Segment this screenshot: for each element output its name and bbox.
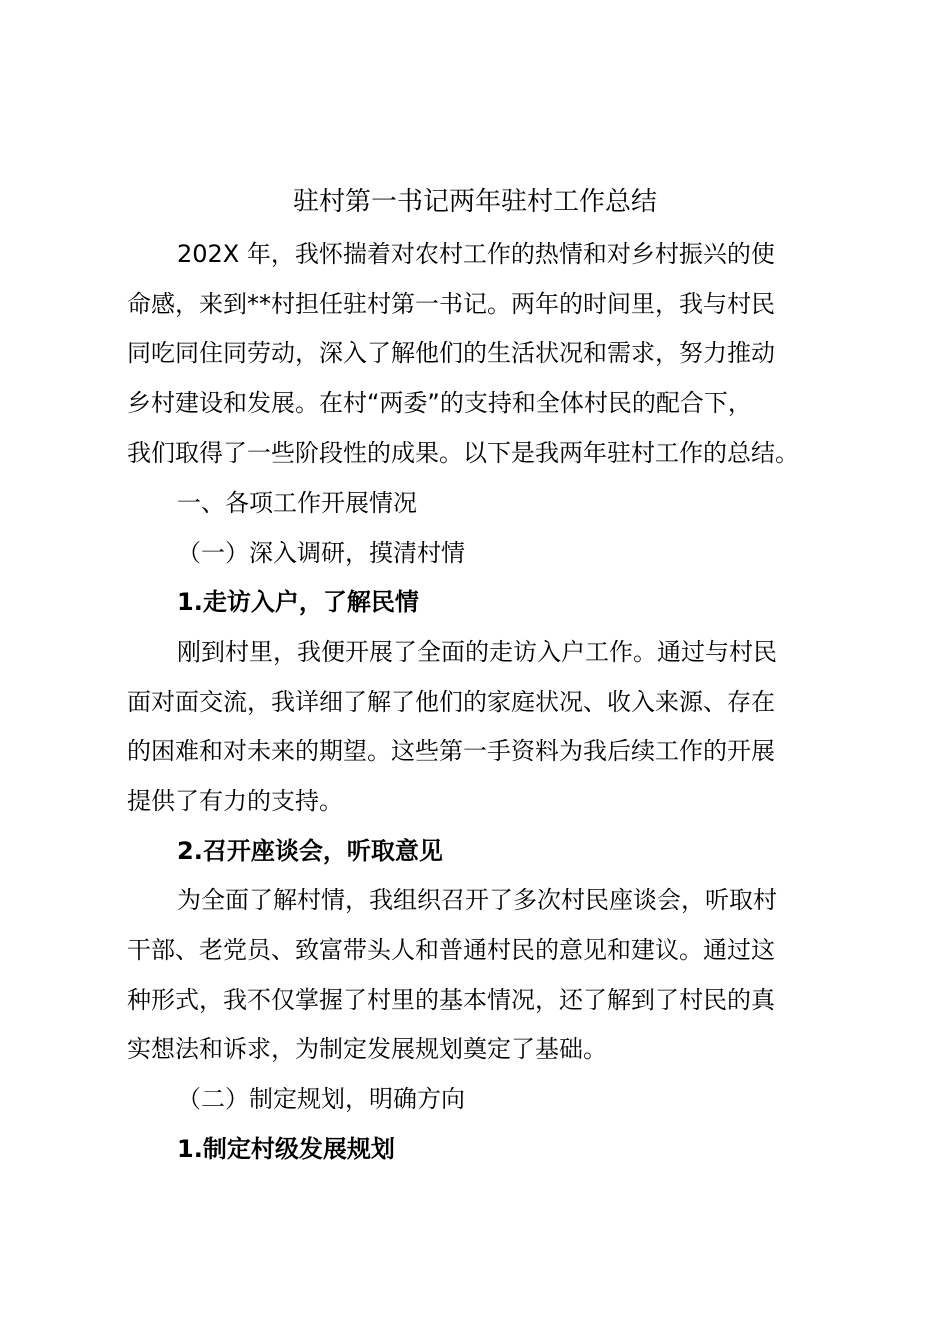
intro-line-4: 乡村建设和发展。在村“两委”的支持和全体村民的配合下， bbox=[127, 389, 752, 417]
item-2-body-line-2: 干部、老党员、致富带头人和普通村民的意见和建议。通过这 bbox=[127, 936, 775, 964]
intro-line-3: 同吃同住同劳动，深入了解他们的生活状况和需求，努力推动 bbox=[127, 339, 775, 367]
item-2-body-line-3: 种形式，我不仅掌握了村里的基本情况，还了解到了村民的真 bbox=[127, 986, 775, 1014]
section-1-heading: 一、各项工作开展情况 bbox=[177, 489, 417, 517]
item-2-body-line-4: 实想法和诉求，为制定发展规划奠定了基础。 bbox=[127, 1035, 607, 1063]
item-1-heading: 1.走访入户，了解民情 bbox=[177, 588, 419, 616]
intro-line-5: 我们取得了一些阶段性的成果。以下是我两年驻村工作的总结。 bbox=[127, 439, 799, 467]
intro-line-2: 命感，来到**村担任驻村第一书记。两年的时间里，我与村民 bbox=[127, 290, 775, 318]
item-3-heading: 1.制定村级发展规划 bbox=[177, 1135, 395, 1163]
subsection-1-heading: （一）深入调研，摸清村情 bbox=[177, 539, 465, 567]
item-1-body-line-4: 提供了有力的支持。 bbox=[127, 787, 343, 815]
item-1-body-line-1: 刚到村里，我便开展了全面的走访入户工作。通过与村民 bbox=[177, 638, 777, 666]
document-title: 驻村第一书记两年驻村工作总结 bbox=[292, 187, 657, 217]
subsection-2-heading: （二）制定规划，明确方向 bbox=[177, 1085, 465, 1113]
item-1-body-line-2: 面对面交流，我详细了解了他们的家庭状况、收入来源、存在 bbox=[127, 688, 775, 716]
intro-line-1: 202X 年，我怀揣着对农村工作的热情和对乡村振兴的使 bbox=[177, 240, 775, 268]
item-1-body-line-3: 的困难和对未来的期望。这些第一手资料为我后续工作的开展 bbox=[127, 737, 775, 765]
item-2-body-line-1: 为全面了解村情，我组织召开了多次村民座谈会，听取村 bbox=[177, 886, 777, 914]
item-2-heading: 2.召开座谈会，听取意见 bbox=[177, 837, 443, 865]
